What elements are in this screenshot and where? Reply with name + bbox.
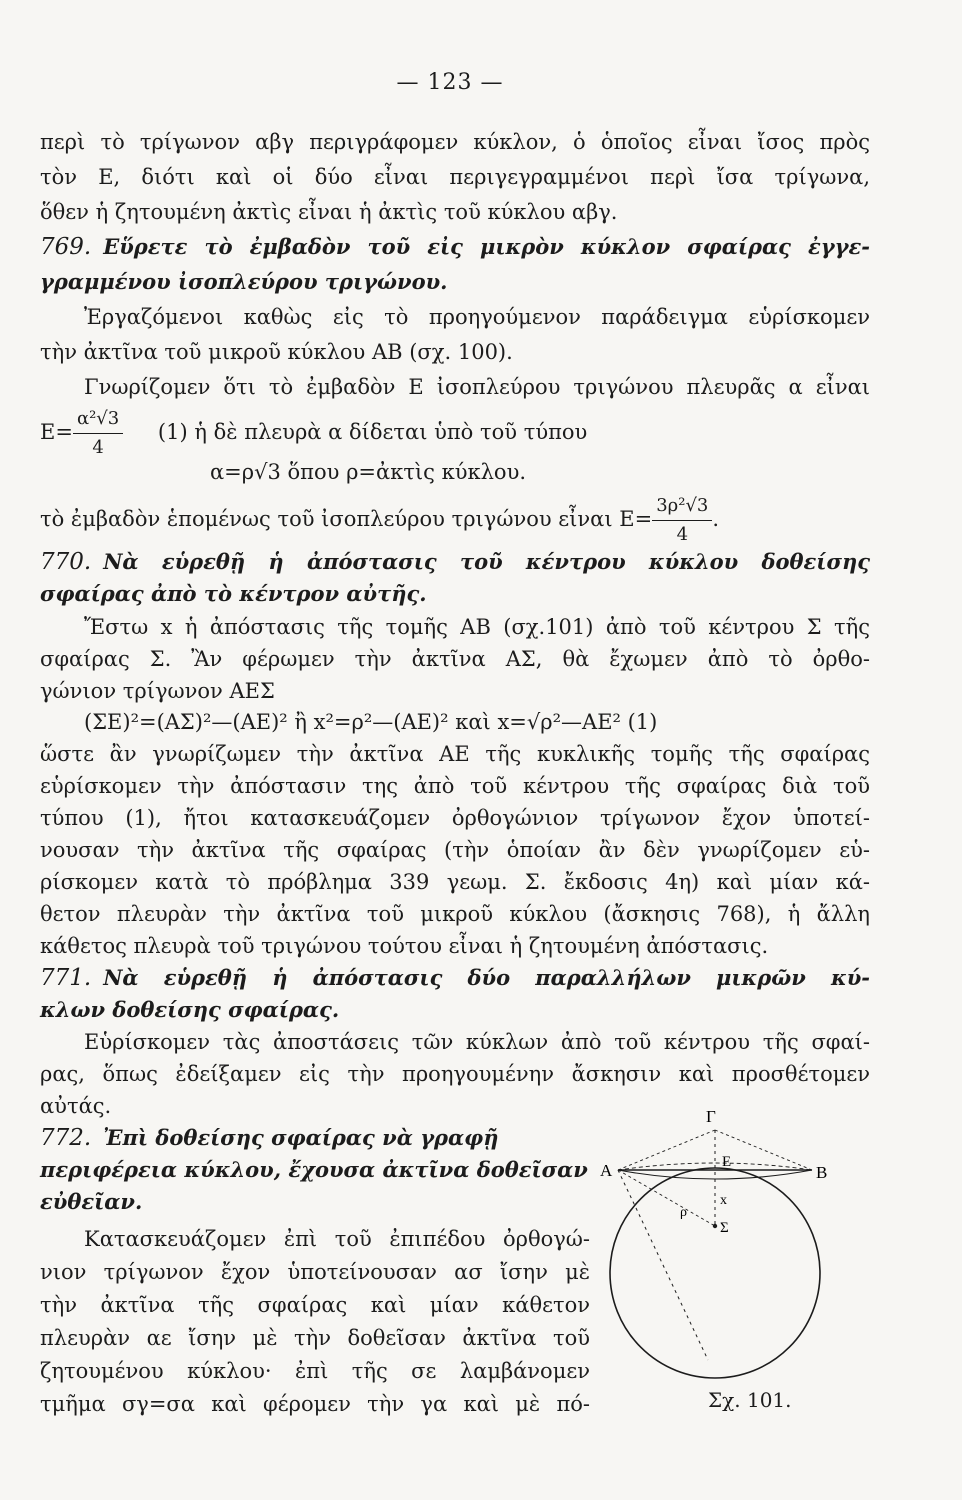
text-line: ζητουμένου κύκλου· ἐπὶ τῆς σε λαμβάνομεν [40, 1359, 590, 1383]
text-line: ὥστε ἂν γνωρίζωμεν τὴν ἀκτῖνα ΑΕ τῆς κυκλικῆς τομῆς τῆς σφαίρας [40, 742, 870, 766]
exercise-title: γραμμένου ἰσοπλεύρου τριγώνου. [40, 269, 448, 294]
text-line: τμῆμα σγ=σα καὶ φέρομεν τὴν γα καὶ μὲ πό- [40, 1392, 590, 1416]
exercise-770-heading [40, 548, 870, 576]
formula-lhs: Ε= [40, 420, 73, 444]
exercise-number: 771. [40, 965, 92, 991]
denominator: 4 [676, 524, 689, 545]
text-line: εὑρίσκομεν τὴν ἀπόστασιν της ἀπὸ τοῦ κέντρου τῆς σφαίρας διὰ τοῦ [40, 774, 870, 798]
text-line: θετον πλευρὰν τὴν ἀκτῖνα τοῦ μικροῦ κύκλου (ἄσκησις 768), ἡ ἄλλη [40, 902, 870, 926]
text-line: ρας, ὅπως ἐδείξαμεν εἰς τὴν προηγουμένην ἄσκησιν καὶ προσθέτομεν [40, 1062, 870, 1086]
exercise-title: περιφέρεια κύκλου, ἔχουσα ἀκτῖνα δοθεῖσαν [40, 1157, 588, 1182]
segment-ag [618, 1130, 715, 1170]
text-line: τὸν Ε, διότι καὶ οἱ δύο εἶναι περιγεγραμμένοι περὶ ἴσα τρίγωνα, [40, 165, 870, 189]
exercise-title: Εὕρετε τὸ ἐμβαδὸν τοῦ εἰς μικρὸν κύκλον σφαίρας ἐγγε- [103, 234, 870, 259]
text-line: γώνιον τρίγωνον ΑΕΣ [40, 679, 275, 703]
exercise-number: 772. [40, 1125, 92, 1151]
text-line: τὴν ἀκτῖνα τοῦ μικροῦ κύκλου ΑΒ (σχ. 100). [40, 340, 513, 364]
text-line: Γνωρίζομεν ὅτι τὸ ἐμβαδὸν Ε ἰσοπλεύρου τριγώνου πλευρᾶς α εἶναι [84, 375, 870, 399]
text-line: αὐτάς. [40, 1094, 112, 1118]
fraction [73, 405, 123, 462]
text-line: τύπου (1), ἤτοι κατασκευάζομεν ὀρθογώνιον τρίγωνον ἔχον ὑποτεί- [40, 806, 870, 830]
diameter-line [618, 1170, 708, 1360]
text-line: νιον τρίγωνον ἔχον ὑποτείνουσαν ασ ἴσην μὲ [40, 1260, 590, 1284]
exercise-772-heading [40, 1124, 498, 1152]
text-line: νουσαν τὴν ἀκτῖνα τῆς σφαίρας (τὴν ὁποίαν ἂν δὲν γνωρίζομεν εὑ- [40, 838, 870, 862]
text-line: σφαίρας Σ. Ἂν φέρωμεν τὴν ἀκτῖνα ΑΣ, θὰ ἔχωμεν ἀπὸ τὸ ὀρθο- [40, 647, 870, 671]
label-rho: ρ [680, 1205, 687, 1220]
formula-text: (1) ἡ δὲ πλευρὰ α δίδεται ὑπὸ τοῦ τύπου [157, 420, 588, 444]
numerator: 3ρ²√3 [652, 492, 712, 521]
label-gamma: Γ [706, 1108, 716, 1126]
formula-3-line: τὸ ἐμβαδὸν ἑπομένως τοῦ ἰσοπλεύρου τριγώνου εἶναι Ε= $\frac{\text{3ρ²√3}}{4}$ . [40, 492, 719, 549]
exercise-number: 769. [40, 234, 92, 260]
label-x: x [720, 1193, 727, 1208]
label-e: Ε [722, 1154, 732, 1170]
exercise-title: Ἐπὶ δοθείσης σφαίρας νὰ γραφῇ [103, 1125, 499, 1150]
denominator: 4 [92, 437, 104, 458]
exercise-769-heading [40, 233, 870, 261]
exercise-title: κλων δοθείσης σφαίρας. [40, 997, 340, 1022]
formula-4: (ΣΕ)²=(ΑΣ)²—(ΑΕ)² ἢ x²=ρ²—(ΑΕ)² καὶ x=√ρ²—ΑΕ² (1) [84, 710, 658, 734]
exercise-title: Νὰ εὑρεθῇ ἡ ἀπόστασις τοῦ κέντρου κύκλου δοθείσης [103, 549, 870, 574]
text-line: Κατασκευάζομεν ἐπὶ τοῦ ἐπιπέδου ὀρθογώ- [84, 1227, 590, 1251]
exercise-title: εὐθεῖαν. [40, 1189, 143, 1214]
text-line: ὅθεν ἡ ζητουμένη ἀκτὶς εἶναι ἡ ἀκτὶς τοῦ κύκλου αβγ. [40, 200, 618, 224]
text-line: κάθετος πλευρὰ τοῦ τριγώνου τούτου εἶναι ἡ ζητουμένη ἀπόστασις. [40, 934, 769, 958]
text-line: Ἐργαζόμενοι καθὼς εἰς τὸ προηγούμενον παράδειγμα εὑρίσκομεν [84, 305, 870, 329]
text-line: περὶ τὸ τρίγωνον αβγ περιγράφομεν κύκλον, ὁ ὁποῖος εἶναι ἴσος πρὸς [40, 130, 870, 154]
label-b: Β [816, 1163, 828, 1182]
exercise-number: 770. [40, 549, 92, 575]
figure-caption: Σχ. 101. [708, 1388, 792, 1412]
exercise-title: σφαίρας ἀπὸ τὸ κέντρον αὐτῆς. [40, 581, 427, 606]
text-line: πλευρὰν αε ἴσην μὲ τὴν δοθεῖσαν ἀκτῖνα τοῦ [40, 1326, 590, 1350]
page-number: — 123 — [396, 70, 504, 95]
label-sigma: Σ [720, 1220, 729, 1236]
text-line: τὴν ἀκτῖνα τῆς σφαίρας καὶ μίαν κάθετον [40, 1293, 590, 1317]
numerator: α²√3 [73, 405, 123, 434]
exercise-771-heading [40, 964, 870, 992]
label-a: Α [600, 1161, 613, 1180]
exercise-title: Νὰ εὑρεθῇ ἡ ἀπόστασις δύο παραλλήλων μικρῶν κύ- [103, 965, 870, 990]
text-line: Ἔστω x ἡ ἀπόστασις τῆς τομῆς ΑΒ (σχ.101) ἀπὸ τοῦ κέντρου Σ τῆς [84, 615, 870, 639]
text: τὸ ἐμβαδὸν ἑπομένως τοῦ ἰσοπλεύρου τριγώνου εἶναι Ε= [40, 507, 653, 531]
text-line: Εὑρίσκομεν τὰς ἀποστάσεις τῶν κύκλων ἀπὸ τοῦ κέντρου τῆς σφαί- [84, 1030, 870, 1054]
center-point [713, 1224, 717, 1228]
text-line: ρίσκομεν κατὰ τὸ πρόβλημα 339 γεωμ. Σ. ἔκδοσις 4η) καὶ μίαν κά- [40, 870, 870, 894]
fraction [652, 492, 712, 549]
formula-1 [40, 405, 587, 462]
formula-2: α=ρ√3 ὅπου ρ=ἀκτὶς κύκλου. [210, 460, 527, 484]
sphere-outline [610, 1168, 820, 1378]
